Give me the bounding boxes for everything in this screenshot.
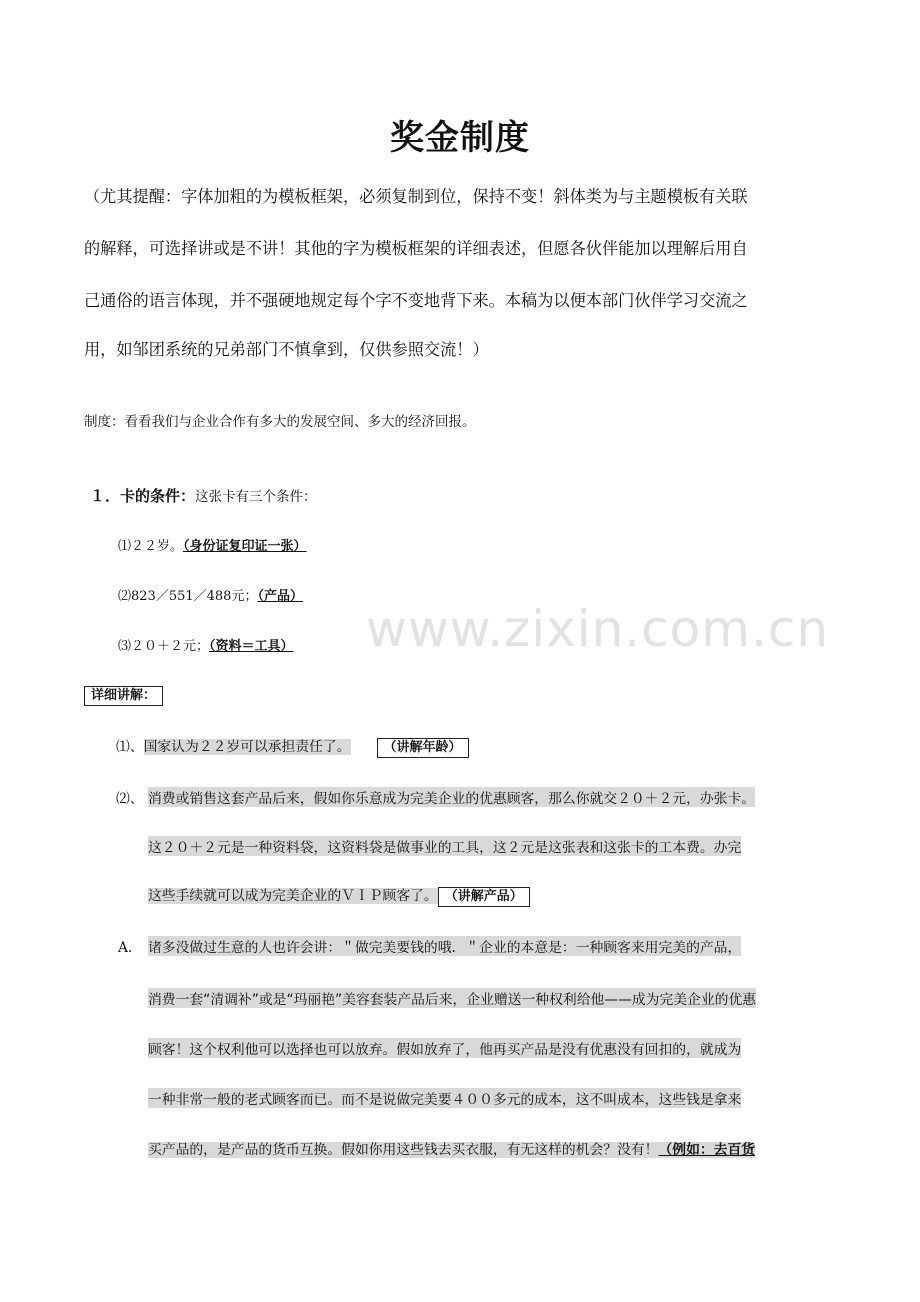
condition-2-tag: （产品） [257, 589, 303, 604]
item-a-line-5: 买产品的，是产品的货币互换。假如你用这些钱去买衣服，有无这样的机会？没有！ [148, 1142, 659, 1158]
item-2-line-2: 这２０＋２元是一种资料袋，这资料袋是做事业的工具，这２元是这张表和这张卡的工本费。办完 [148, 836, 741, 856]
condition-1 [118, 535, 307, 554]
item-a-number: A． [118, 940, 142, 956]
item-a-tag: （例如：去百货 [658, 1142, 756, 1158]
item-2-line-3: 这些手续就可以成为完美企业的ＶＩＰ顾客了。 [148, 888, 438, 904]
condition-3 [118, 635, 294, 654]
item-a-line-4: 一种非常一般的老式顾客而已。而不是说做完美要４００多元的成本，这不叫成本，这些钱是拿来 [148, 1088, 741, 1108]
detail-heading [84, 684, 163, 706]
intro-line-2: 的解释，可选择讲或是不讲！其他的字为模板框架的详细表述，但愿各伙伴能加以理解后用自 [84, 239, 748, 258]
intro-line-4: 用，如邹团系统的兄弟部门不慎拿到，仅供参照交流！） [84, 340, 489, 359]
system-description: 制度：看看我们与企业合作有多大的发展空间、多大的经济回报。 [84, 414, 476, 430]
section-heading-rest: 这张卡有三个条件： [195, 489, 317, 505]
condition-1-label: ⑴２２岁。 [118, 539, 184, 554]
page-title: 奖金制度 [390, 118, 530, 158]
condition-2-label: ⑵823／551／488元； [118, 589, 258, 604]
item-a-line-5-wrap [148, 1138, 755, 1158]
item-a-line-2: 消费一套“清调补”或是“玛丽艳”美容套装产品后来，企业赠送一种权利给他——成为完美企业的优惠 [148, 988, 756, 1008]
item-1 [116, 735, 469, 758]
item-a-line-1: 诸多没做过生意的人也许会讲：＂做完美要钱的哦．＂企业的本意是：一种顾客来用完美的产品， [148, 936, 741, 956]
detail-heading-box: 详细讲解： [84, 686, 163, 706]
condition-1-tag: （身份证复印证一张） [183, 539, 307, 554]
item-2-line-1: 消费或销售这套产品后来，假如你乐意成为完美企业的优惠顾客，那么你就交２０＋２元，办张卡。 [148, 787, 755, 807]
watermark: www.zixin.com.cn [366, 600, 830, 658]
item-a-line-3: 顾客！这个权利他可以选择也可以放弃。假如放弃了，他再买产品是没有优惠没有回扣的，就成为 [148, 1038, 741, 1058]
intro-line-3: 己通俗的语言体现，并不强硬地规定每个字不变地背下来。本稿为以便本部门伙伴学习交流之 [84, 291, 748, 310]
item-1-tag: （讲解年龄） [377, 738, 469, 758]
item-2-number: ⑵、 [116, 791, 144, 807]
condition-3-tag: （资料＝工具） [209, 639, 294, 654]
condition-2 [118, 585, 303, 604]
section-number: １． [90, 487, 121, 505]
item-1-text: 国家认为２２岁可以承担责任了。 [143, 739, 351, 755]
item-2-line-3-wrap [148, 884, 530, 907]
item-1-number: ⑴、 [116, 739, 144, 755]
section-heading: 卡的条件： [120, 487, 196, 505]
intro-line-1: （尤其提醒：字体加粗的为模板框架，必须复制到位，保持不变！斜体类为与主题模板有关联 [84, 187, 748, 206]
condition-3-label: ⑶２０＋２元； [118, 639, 210, 654]
section-1-heading [90, 485, 317, 506]
item-2-tag: （讲解产品） [438, 887, 530, 907]
